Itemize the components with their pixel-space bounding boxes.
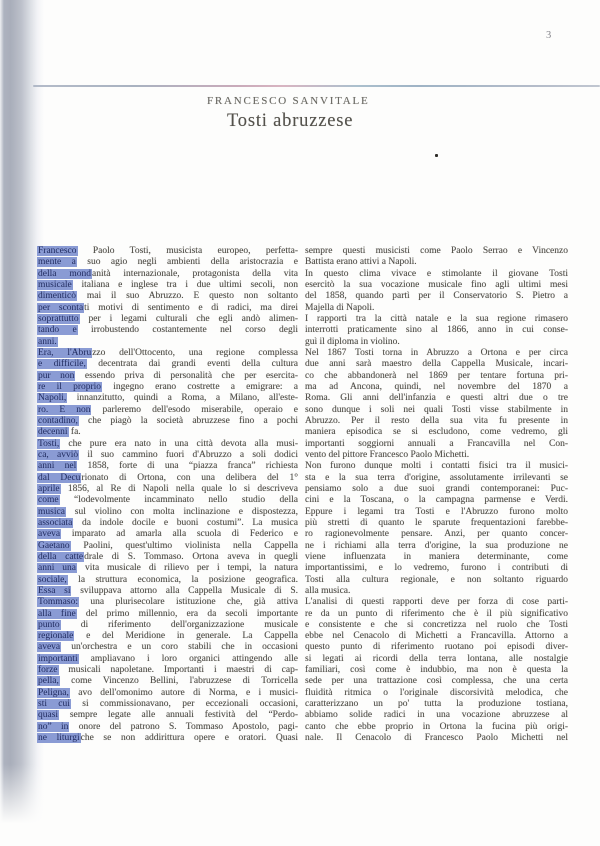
selection-highlight: pur non (38, 370, 75, 381)
text-line (37, 337, 298, 348)
text-line: più stretti di quanto le sparute frequentazioni farebbe- (305, 517, 568, 528)
text-line: ro ragionevolmente pensare. Anzi, per quanto concer- (305, 529, 568, 540)
selection-highlight: regionale (38, 631, 74, 642)
selection-highlight: Tommaso: (38, 597, 78, 608)
selection-highlight: Era, l'Abru (38, 347, 92, 358)
text-line: co che abbandonerà nel 1869 per tentare fortuna pri- (305, 370, 568, 381)
text-line: ma ad Ancona, quindi, nel novembre del 1870 a (305, 381, 568, 392)
text-line: punto di riferimento dell'organizzazione musicale (38, 619, 298, 630)
ink-dot (435, 154, 438, 157)
selection-highlight: anni nel (38, 461, 77, 472)
selection-highlight: tando e (38, 325, 77, 336)
text-line: Gaetano Paolini, quest'ultimo violinista nella Cappella (38, 540, 298, 551)
selection-highlight: Essa si (38, 585, 71, 596)
text-line: Tosti, che pure era nato in una città devota alla musi- (38, 438, 298, 449)
text-line: guì il diploma in violino. (305, 336, 400, 347)
text-line: Abruzzo. Per il resto della sua vita fu presente in (305, 415, 568, 426)
text-line: re il proprio ingegno erano costrette a emigrare: a (38, 381, 298, 392)
text-line: si legati ai ricordi della terra lontana, alle nostalgie (305, 653, 568, 664)
text-line: della cattedrale di S. Tommaso. Ortona aveva in quegli (38, 551, 298, 562)
text-line: vento del pittore Francesco Paolo Michetti. (305, 449, 470, 460)
selection-highlight: quasi (38, 710, 59, 721)
text-line: come “lodevolmente incamminato nello studio della (38, 495, 298, 506)
text-line: Eppure i legami tra Tosti e l'Abruzzo furono molto (305, 506, 568, 517)
text-line: alla fine del primo millennio, era da secoli importante (38, 608, 298, 619)
selection-highlight: ro. E non (38, 404, 91, 415)
text-line: soprattutto per i legami culturali che egli andò alimen- (38, 313, 298, 324)
text-line: esercitò la sua vocazione musicale fino agli ultimi mesi (305, 279, 568, 290)
selection-highlight: aprile (38, 483, 60, 494)
text-line: abbiamo solide radici in una vocazione abruzzese al (305, 710, 568, 721)
selection-highlight: ne liturgi (38, 733, 80, 744)
selection-highlight: anni una (38, 563, 77, 574)
text-line: musica sul violino con molta inclinazione e dispostezza, (38, 506, 298, 517)
selection-highlight: anni. (38, 336, 57, 347)
text-line: importanti ampliavano i loro organici attingendo alle (38, 653, 298, 664)
text-line: viene influenzata in maniera determinante, come (305, 551, 568, 562)
selection-highlight: dimenticò (38, 291, 76, 302)
text-line: Non furono dunque molti i contatti fisici tra il musici- (305, 461, 568, 472)
text-line: canto che ebbe proprio in Ortona la fucina più origi- (305, 721, 568, 732)
text-line: regionale e del Meridione in generale. La Cappella (38, 631, 298, 642)
text-line: ebbe nel Cenacolo di Michetti a Francavilla. Attorno a (305, 631, 568, 642)
selection-highlight: Tosti, (38, 438, 60, 449)
text-line: decenni fa. (38, 427, 81, 438)
selection-highlight: re il proprio (38, 381, 102, 392)
text-line: re da un punto di riferimento che è il più significativo (305, 608, 568, 619)
text-line: mente a suo agio negli ambienti della aristocrazia e (38, 257, 298, 268)
text-line: pur non essendo priva di personalità che per esercita- (38, 370, 298, 381)
text-line: I rapporti tra la città natale e la sua regione rimasero (305, 313, 568, 324)
text-line: Tosti alla cultura regionale, e non soltanto riguardo (305, 574, 568, 585)
text-line: importanti soggiorni annuali a Francavilla nel Con- (305, 438, 568, 449)
selection-highlight: pella, (38, 676, 59, 687)
text-line: cini e la Toscana, o la campagna parmense e Verdi. (305, 495, 568, 506)
text-line: ro. E non parleremo dell'esodo miserabile, operaio e (38, 404, 298, 415)
selection-highlight: della catte (38, 551, 84, 562)
text-line: familiari, così come è indubbio, ma non è questa la (305, 665, 568, 676)
text-line: Napoli, innanzitutto, quindi a Roma, a Milano, all'este- (38, 393, 298, 404)
text-line: nale. Il Cenacolo di Francesco Paolo Michetti nel (305, 733, 568, 744)
selection-highlight: sociale, (38, 574, 67, 585)
selection-highlight: come (38, 495, 59, 506)
text-line: ca, avviò il suo cammino fuori d'Abruzzo a soli dodici (38, 449, 298, 460)
text-line: fluidità ritmica o l'originale discorsività melodica, che (305, 687, 568, 698)
selection-highlight: mente a (38, 257, 76, 268)
text-line: quasi sempre legate alle annuali festività del “Perdo- (38, 710, 298, 721)
text-line: dimenticò mai il suo Abruzzo. E questo non soltanto (38, 291, 298, 302)
selection-highlight: forze (38, 665, 58, 676)
text-line: e difficile, decentrata dai grandi eventi della cultura (38, 359, 298, 370)
page-number: 3 (546, 30, 552, 41)
selection-highlight: musica (38, 506, 65, 517)
text-line: sono dunque i soli nei quali Tosti visse stabilmente in (305, 404, 568, 415)
text-line: Nel 1867 Tosti torna in Abruzzo a Ortona e per circa (305, 347, 568, 358)
text-line: no” in onore del patrono S. Tommaso Apostolo, pagi- (38, 721, 298, 732)
text-line: sociale, la struttura economica, la posizione geografica. (38, 574, 298, 585)
selection-highlight: e difficile, (38, 359, 86, 370)
text-line: Francesco Paolo Tosti, musicista europeo, perfetta- (38, 246, 298, 256)
author-heading: FRANCESCO SANVITALE (207, 95, 370, 107)
right-column (305, 246, 568, 744)
text-line: pella, come Vincenzo Bellini, l'abruzzese di Torricella (38, 676, 298, 687)
text-line: forze musicali napoletane. Importanti i maestri di cap- (38, 665, 298, 676)
text-line: sede per una trattazione così complessa, che una certa (305, 676, 568, 687)
text-line: Essa si sviluppava attorno alla Cappella Musicale di S. (38, 585, 298, 596)
text-line: della mondanità internazionale, protagonista della vita (38, 268, 298, 279)
text-line: Battista erano attivi a Napoli. (305, 257, 417, 268)
text-line: contadino, che piagò la società abruzzese fino a pochi (38, 415, 298, 426)
selection-highlight: associata (38, 517, 73, 528)
selection-highlight: contadino, (38, 415, 78, 426)
selection-highlight: soprattutto (38, 313, 79, 324)
text-line: Tommaso: una plurisecolare istituzione che, già attiva (38, 597, 298, 608)
selection-highlight: Gaetano (38, 540, 70, 551)
selection-highlight: importanti (38, 653, 78, 664)
text-line: sta e la sua terra d'origine, assolutamente irrilevanti se (305, 472, 568, 483)
text-line: aprile 1856, al Re di Napoli nella quale lo si descriveva (38, 483, 298, 494)
text-line: maniera episodica se si escludono, come vedremo, gli (305, 427, 568, 438)
text-line: aveva un'orchestra e un coro stabili che in occasioni (38, 642, 298, 653)
selection-highlight: Peligna, (38, 687, 69, 698)
selection-highlight: Napoli, (38, 393, 67, 404)
text-line: associata da indole docile e buoni costumi”. La musica (38, 517, 298, 528)
text-line: aveva imparato ad amarla alla scuola di Federico e (38, 529, 298, 540)
selection-highlight: sti cui (38, 699, 70, 710)
text-line: L'analisi di questi rapporti deve per forza di cose parti- (305, 597, 568, 608)
selection-highlight: dal Decu (38, 472, 81, 483)
text-line: In questo clima vivace e stimolante il giovane Tosti (305, 268, 568, 279)
text-line: per scontati motivi di sentimento e di radici, ma direi (38, 302, 298, 313)
article-title: Tosti abruzzese (227, 111, 354, 131)
selection-highlight: musicale (38, 279, 72, 290)
text-line: anni nel 1858, forte di una “piazza franca” richiesta (38, 461, 298, 472)
page-edge-line (33, 85, 600, 87)
selection-highlight: punto (38, 619, 60, 630)
text-line: due anni sarà maestro della Cappella Musicale, incari- (305, 359, 568, 370)
text-line: alla musica. (305, 585, 351, 596)
text-line: e consistente e che si concretizza nel ruolo che Tosti (305, 619, 568, 630)
text-line: caratterizzano un po' tutta la produzione tostiana, (305, 699, 568, 710)
text-line: tando e irrobustendo costantemente nel corso degli (38, 325, 298, 336)
text-line: anni una vita musicale di rilievo per i tempi, la natura (38, 563, 298, 574)
selection-highlight: aveva (38, 529, 61, 540)
text-line: ne liturgiche se non addirittura opere e oratori. Quasi (38, 733, 298, 744)
text-line: Majella di Napoli. (305, 302, 375, 313)
selection-highlight: Francesco (38, 246, 77, 256)
text-line: sti cui si commissionavano, per eccezionali occasioni, (38, 699, 298, 710)
selection-highlight: della mond (38, 268, 92, 279)
text-line: interrotti praticamente sino al 1866, anno in cui conse- (305, 325, 568, 336)
text-line: del 1858, quando partì per il Conservatorio S. Pietro a (305, 291, 568, 302)
text-line: Roma. Gli anni dell'infanzia e questi altri due o tre (305, 393, 568, 404)
selection-highlight: per sconta (38, 302, 84, 313)
text-line: Peligna, avo dell'omonimo autore di Norma, e i musici- (38, 687, 298, 698)
text-line: importantissimi, e lo vedremo, furono i contributi di (305, 563, 568, 574)
text-line: dal Decurionato di Ortona, con una delibera del 1° (38, 472, 298, 483)
selection-highlight: alla fine (38, 608, 76, 619)
text-line: questo punto di riferimento ruotano poi episodi diver- (305, 642, 568, 653)
text-line: musicale italiana e inglese tra i due ultimi secoli, non (38, 279, 298, 290)
text-line: Era, l'Abruzzo dell'Ottocento, una regione complessa (38, 347, 298, 358)
selection-highlight: decenni (38, 427, 68, 438)
selection-highlight: ca, avviò (38, 449, 79, 460)
text-line: sempre questi musicisti come Paolo Serrao e Vincenzo (305, 246, 568, 256)
selection-highlight: no” in (38, 721, 69, 732)
left-column (37, 246, 298, 744)
text-line: ne i richiami alla terra d'origine, la sua produzione ne (305, 540, 568, 551)
selection-highlight: aveva (38, 642, 61, 653)
text-line: pensiamo solo a due suoi grandi contemporanei: Puc- (305, 483, 568, 494)
